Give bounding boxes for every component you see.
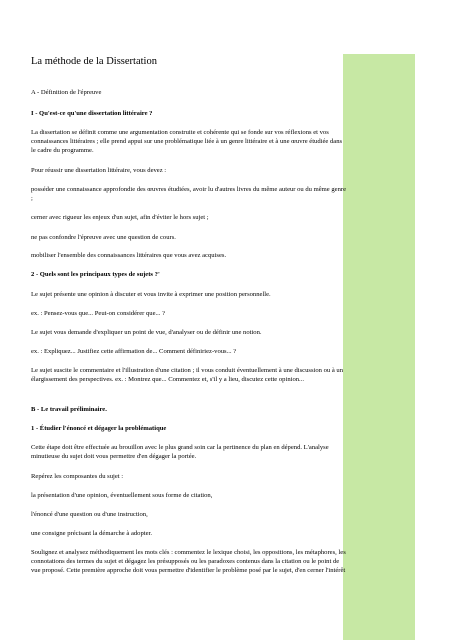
question-1-heading: I - Qu'est-ce qu'une dissertation littéraire ? [31, 110, 153, 117]
step-1-paragraph: Cette étape doit être effectuée au brouillon avec le plus grand soin car la pertinence du plan en dépend. L'analyse minutieuse du sujet doit vous permettre d'en dégager la portée. [31, 444, 329, 460]
component-item: la présentation d'une opinion, éventuellement sous forme de citation, [31, 492, 213, 499]
green-margin-bar [343, 54, 415, 640]
requirement-item: mobiliser l'ensemble des connaissances littéraires que vous avez acquises. [31, 252, 227, 259]
component-item: l'énoncé d'une question ou d'une instruction, [31, 511, 148, 518]
document-title: La méthode de la Dissertation [31, 56, 157, 67]
section-b-heading: B - Le travail préliminaire. [31, 406, 107, 413]
component-item: une consigne précisant la démarche à adopter. [31, 530, 153, 537]
requirement-item: posséder une connaissance approfondie des œuvres étudiées, avoir lu d'autres livres du même auteur ou du même genre ; [31, 186, 347, 202]
example-line: ex. : Pensez-vous que... Peut-on considérer que... ? [31, 310, 166, 317]
section-a-heading: A - Définition de l'épreuve [31, 89, 102, 96]
keywords-paragraph: Soulignez et analysez méthodiquement les mots clés : commentez le lexique choisi, les oppositions, les métaphores, les connotations des termes du sujet et dégagez les présupposés ou les paradoxes contenus dans la citation ou le point de vue proposé. Cette première approche doit vous permettre d'identifier le problème posé par le sujet, d'en cerner l'intérêt [31, 549, 346, 574]
subject-type-paragraph: Le sujet vous demande d'expliquer un point de vue, d'analyser ou de définir une notion. [31, 329, 262, 336]
step-1-heading: 1 - Étudier l'énoncé et dégager la problématique [31, 425, 167, 432]
subject-type-paragraph: Le sujet suscite le commentaire et l'illustration d'une citation ; il vous conduit éventuellement à une discussion ou à un élargissement des perspectives. ex. : Montrez que... Commentez et, s'il y a lieu, discutez cette opinion... [31, 367, 344, 383]
subject-type-paragraph: Le sujet présente une opinion à discuter et vous invite à exprimer une position personnelle. [31, 291, 271, 298]
components-intro: Repérez les composantes du sujet : [31, 473, 124, 480]
definition-paragraph: La dissertation se définit comme une argumentation construite et cohérente qui se fonde sur vos réflexions et vos connaissances littéraires ; elle prend appui sur une problématique liée à un genre littéraire et à une œuvre étudiée dans le cadre du programme. [31, 129, 343, 154]
intro-requirements: Pour réussir une dissertation littéraire, vous devez : [31, 167, 167, 174]
requirement-item: ne pas confondre l'épreuve avec une question de cours. [31, 234, 176, 241]
question-2-heading: 2 - Quels sont les principaux types de sujets ?' [31, 271, 160, 278]
example-line: ex. : Expliquez... Justifiez cette affirmation de... Comment définiriez-vous... ? [31, 348, 237, 355]
requirement-item: cerner avec rigueur les enjeux d'un sujet, afin d'éviter le hors sujet ; [31, 214, 209, 221]
